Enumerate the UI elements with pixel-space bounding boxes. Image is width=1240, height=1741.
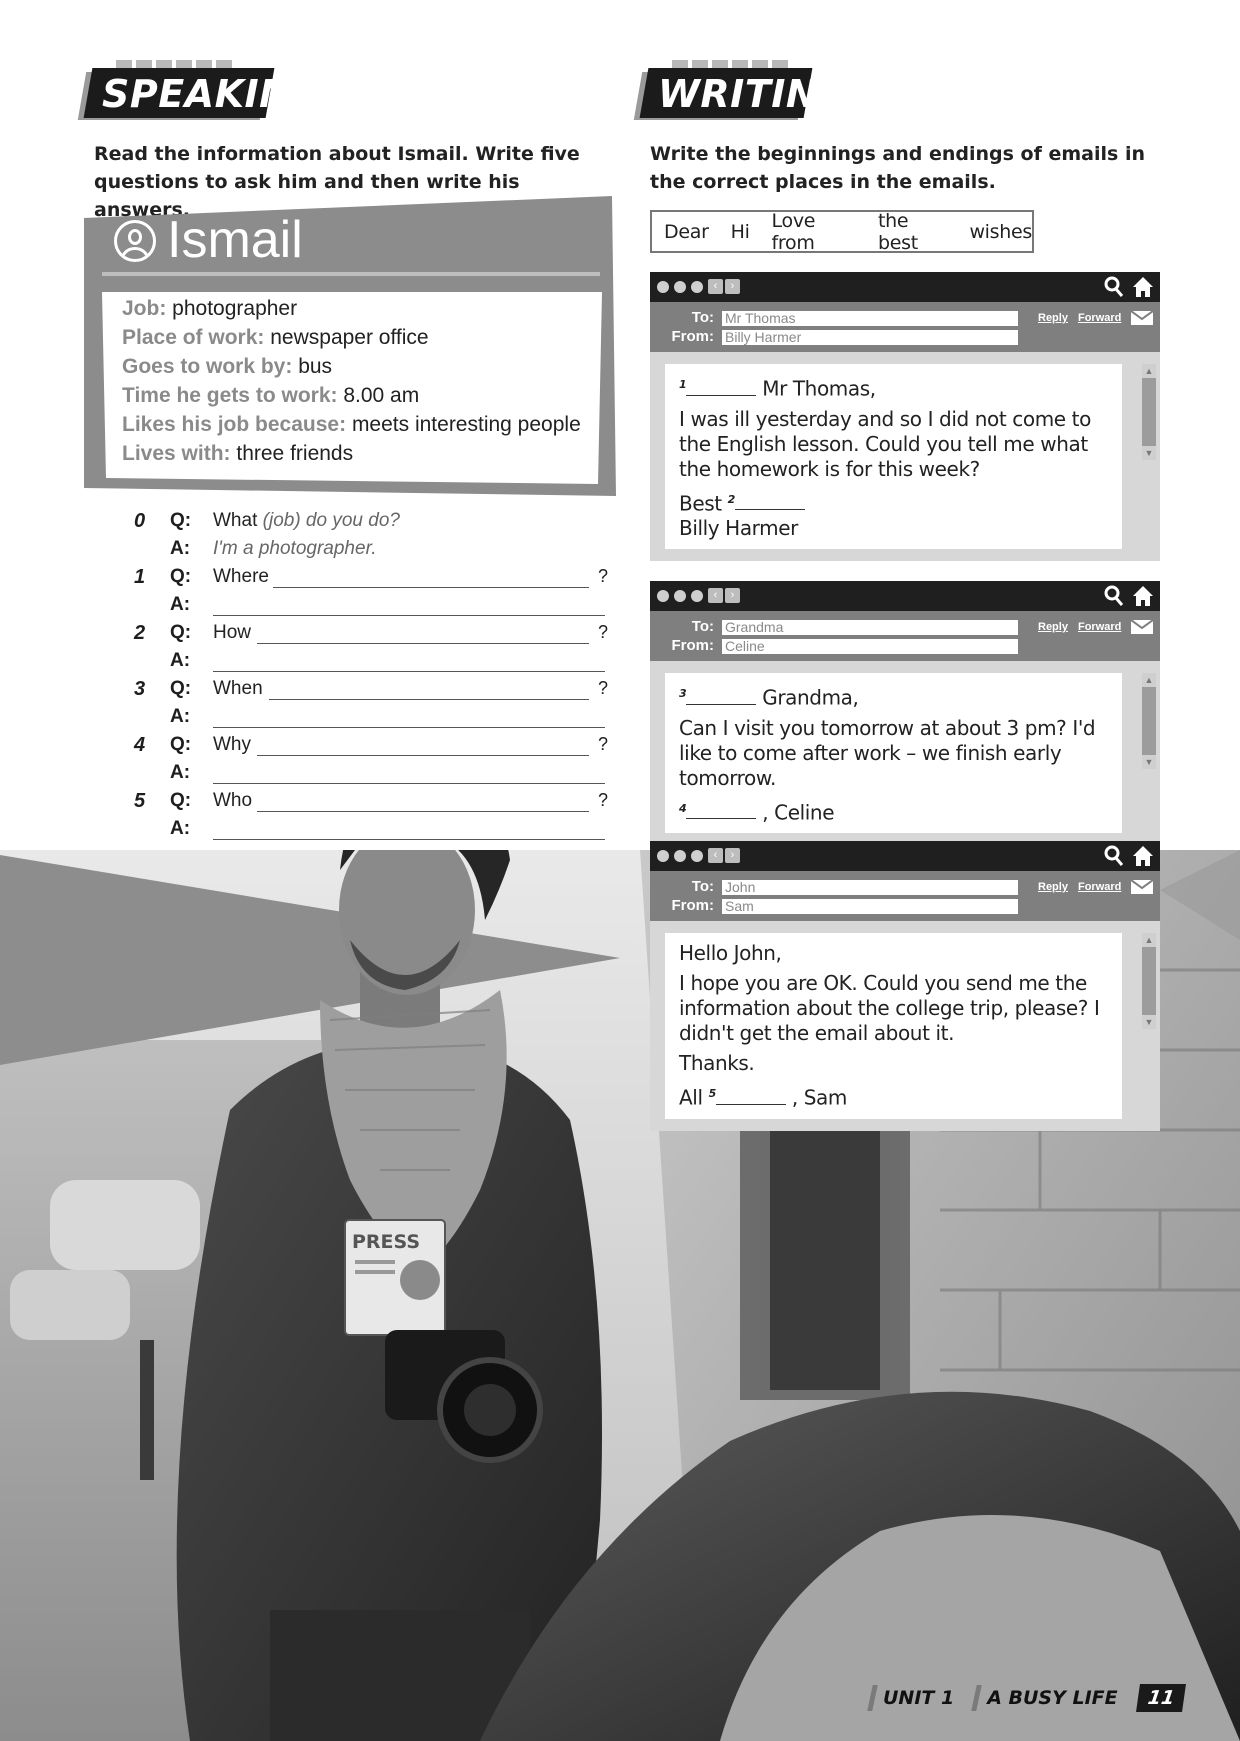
word-item: Dear bbox=[664, 220, 709, 243]
answer-blank[interactable] bbox=[213, 783, 605, 784]
scrollbar[interactable]: ▲ ▼ bbox=[1142, 673, 1156, 769]
page-footer bbox=[870, 1681, 1184, 1715]
profile-card bbox=[84, 196, 616, 498]
profile-row: Time he gets to work: 8.00 am bbox=[122, 384, 420, 407]
back-arrow-icon[interactable]: ‹ bbox=[708, 588, 723, 603]
question-blank[interactable] bbox=[257, 811, 589, 812]
profile-row: Goes to work by: bus bbox=[122, 355, 333, 378]
email-header: To: John From: Sam Reply Forward bbox=[650, 871, 1160, 921]
forward-arrow-icon[interactable]: › bbox=[725, 588, 740, 603]
reply-link[interactable]: Reply bbox=[1038, 312, 1068, 324]
question-row: 1 Q: Where ? bbox=[134, 566, 608, 588]
email-body: Hello John, I hope you are OK. Could you send me the information about the college trip, please? I didn't get the email about it. Thanks. All $^5$ , Sam bbox=[665, 933, 1122, 1119]
answer-blank[interactable] bbox=[686, 378, 756, 396]
search-icon[interactable] bbox=[1104, 585, 1124, 607]
from-field[interactable]: Celine bbox=[722, 639, 1018, 654]
profile-name: Ismail bbox=[167, 211, 303, 269]
mail-icon[interactable] bbox=[1131, 311, 1153, 325]
answer-row: A: bbox=[130, 704, 610, 732]
search-icon[interactable] bbox=[1104, 845, 1124, 867]
to-field[interactable]: Mr Thomas bbox=[722, 311, 1018, 326]
forward-arrow-icon[interactable]: › bbox=[725, 279, 740, 294]
question-blank[interactable] bbox=[273, 587, 589, 588]
forward-arrow-icon[interactable]: › bbox=[725, 848, 740, 863]
question-blank[interactable] bbox=[269, 699, 589, 700]
writing-title: WRITING bbox=[658, 72, 850, 116]
answer-row: A: I'm a photographer. bbox=[170, 538, 377, 559]
question-row: 0 Q: What (job) do you do? bbox=[134, 510, 400, 532]
question-row: 3 Q: When ? bbox=[134, 678, 608, 700]
email-window-3 bbox=[650, 841, 1160, 1131]
forward-link[interactable]: Forward bbox=[1077, 881, 1122, 893]
question-row: 4 Q: Why ? bbox=[134, 734, 608, 756]
forward-link[interactable]: Forward bbox=[1077, 312, 1122, 324]
back-arrow-icon[interactable]: ‹ bbox=[708, 848, 723, 863]
answer-blank[interactable] bbox=[716, 1087, 786, 1105]
speaking-header bbox=[88, 68, 324, 120]
word-item: wishes bbox=[969, 220, 1032, 243]
question-blank[interactable] bbox=[257, 755, 589, 756]
word-item: Hi bbox=[730, 220, 750, 243]
answer-blank[interactable] bbox=[213, 727, 605, 728]
question-blank[interactable] bbox=[257, 643, 589, 644]
answer-blank[interactable] bbox=[213, 615, 605, 616]
writing-header bbox=[644, 68, 850, 120]
to-field[interactable]: John bbox=[722, 880, 1018, 895]
user-icon bbox=[114, 220, 156, 262]
answer-blank[interactable] bbox=[686, 801, 756, 819]
answer-blank[interactable] bbox=[735, 492, 805, 510]
email-body: $^1$ Mr Thomas, I was ill yesterday and so I did not come to the English lesson. Could you tell me what the homework is for this week? Best $^2$ Billy Harmer bbox=[665, 364, 1122, 549]
profile-row: Place of work: newspaper office bbox=[122, 326, 429, 349]
answer-row: A: bbox=[130, 592, 610, 620]
reply-link[interactable]: Reply bbox=[1038, 621, 1068, 633]
word-box bbox=[650, 210, 1034, 253]
profile-row: Lives with: three friends bbox=[122, 442, 354, 465]
answer-row: A: bbox=[130, 760, 610, 788]
email-header: To: Mr Thomas From: Billy Harmer Reply Forward bbox=[650, 302, 1160, 352]
answer-blank[interactable] bbox=[686, 687, 756, 705]
press-badge-text: PRESS bbox=[352, 1231, 421, 1253]
profile-row: Likes his job because: meets interesting people bbox=[122, 413, 581, 436]
to-field[interactable]: Grandma bbox=[722, 620, 1018, 635]
answer-blank[interactable] bbox=[213, 839, 605, 840]
word-item: Love from bbox=[771, 209, 816, 254]
search-icon[interactable] bbox=[1104, 276, 1124, 298]
writing-instruction: Write the beginnings and endings of emails in the correct places in the emails. bbox=[650, 143, 1145, 193]
email-window-1 bbox=[650, 272, 1160, 561]
speaking-instruction: Read the information about Ismail. Write five questions to ask him and then write his answers. bbox=[94, 143, 580, 221]
from-field[interactable]: Billy Harmer bbox=[722, 330, 1018, 345]
email-body: $^3$ Grandma, Can I visit you tomorrow at about 3 pm? I'd like to come after work – we finish early tomorrow. $^4$ , Celine bbox=[665, 673, 1122, 833]
profile-details bbox=[122, 294, 581, 468]
email-window-2 bbox=[650, 581, 1160, 845]
mail-icon[interactable] bbox=[1131, 620, 1153, 634]
scrollbar[interactable]: ▲ ▼ bbox=[1142, 364, 1156, 460]
email-header: To: Grandma From: Celine Reply Forward bbox=[650, 611, 1160, 661]
profile-row: Job: photographer bbox=[122, 297, 298, 320]
home-icon[interactable] bbox=[1132, 845, 1154, 867]
unit-topic: A BUSY LIFE bbox=[987, 1687, 1118, 1709]
question-row: 5 Q: Who ? bbox=[134, 790, 608, 812]
from-field[interactable]: Sam bbox=[722, 899, 1018, 914]
email-toolbar bbox=[650, 581, 1160, 611]
back-arrow-icon[interactable]: ‹ bbox=[708, 279, 723, 294]
page-number: 11 bbox=[1136, 1684, 1186, 1712]
email-toolbar bbox=[650, 841, 1160, 871]
home-icon[interactable] bbox=[1132, 276, 1154, 298]
question-row: 2 Q: How ? bbox=[134, 622, 608, 644]
unit-label: UNIT 1 bbox=[883, 1687, 955, 1709]
speaking-title: SPEAKING bbox=[102, 72, 324, 116]
reply-link[interactable]: Reply bbox=[1038, 881, 1068, 893]
scrollbar[interactable]: ▲ ▼ bbox=[1142, 933, 1156, 1029]
word-item: the best bbox=[878, 209, 918, 254]
forward-link[interactable]: Forward bbox=[1077, 621, 1122, 633]
question-answer-list bbox=[130, 508, 610, 844]
email-toolbar bbox=[650, 272, 1160, 302]
home-icon[interactable] bbox=[1132, 585, 1154, 607]
mail-icon[interactable] bbox=[1131, 880, 1153, 894]
answer-blank[interactable] bbox=[213, 671, 605, 672]
answer-row: A: bbox=[130, 648, 610, 676]
answer-row: A: bbox=[130, 816, 610, 844]
